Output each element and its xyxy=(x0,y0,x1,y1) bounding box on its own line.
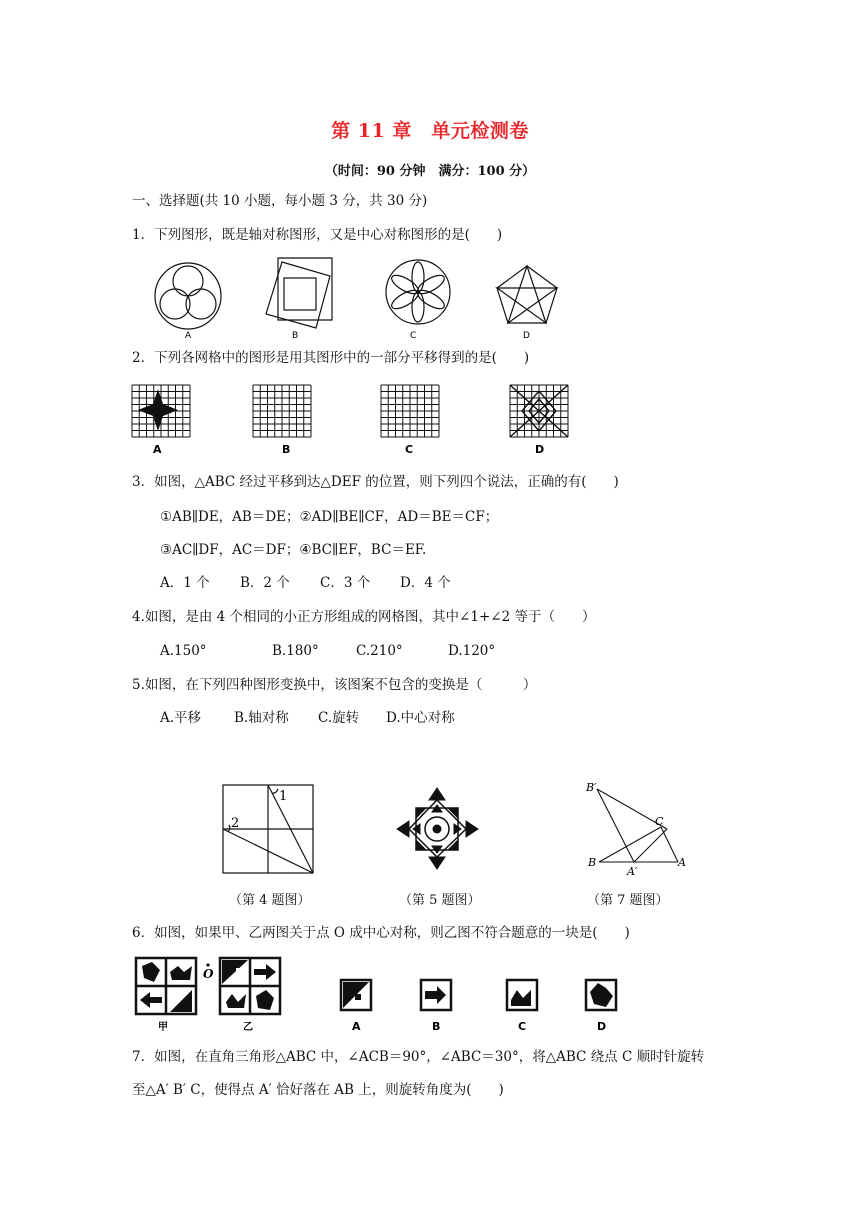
fig7-a: A xyxy=(678,856,686,869)
q6-label-a: A xyxy=(352,1020,361,1033)
fig7-c: C xyxy=(655,815,664,828)
q2-label-c: C xyxy=(405,443,414,456)
page-subtitle: （时间：90 分钟 满分：100 分） xyxy=(324,164,536,179)
q7-line-1: 7．如图，在直角三角形△ABC 中，∠ACB＝90°，∠ABC＝30°，将△ABC 绕点 C 顺时针旋转 xyxy=(132,1049,705,1065)
q2-stem: 2．下列各网格中的图形是用其图形中的一部分平移得到的是( ) xyxy=(132,350,530,366)
fig7-b-prime: B′ xyxy=(586,781,597,794)
q3-option-d: D．4 个 xyxy=(400,575,451,591)
q7-line-2: 至△A′ B′ C，使得点 A′ 恰好落在 AB 上，则旋转角度为( ) xyxy=(132,1082,504,1098)
q2-label-a: A xyxy=(153,443,162,456)
q3-statement-2: ③AC∥DF，AC＝DF；④BC∥EF，BC＝EF. xyxy=(160,542,427,558)
q6-option-c-figure xyxy=(507,980,537,1010)
q6-option-a-figure xyxy=(341,980,371,1010)
q5-option-a: A.平移 xyxy=(160,710,202,726)
q5-option-d: D.中心对称 xyxy=(386,710,455,726)
q6-label-b: B xyxy=(432,1020,441,1033)
fig7-a-prime: A′ xyxy=(627,865,638,878)
q1-label-b: B xyxy=(292,331,299,341)
q1-label-a: A xyxy=(185,331,192,341)
q3-statement-1: ①AB∥DE，AB＝DE；②AD∥BE∥CF，AD＝BE＝CF； xyxy=(160,509,499,525)
q6-stem: 6．如图，如果甲、乙两图关于点 O 成中心对称，则乙图不符合题意的一块是( ) xyxy=(132,925,630,941)
page-title: 第 11 章 单元检测卷 xyxy=(331,120,529,142)
q5-option-c: C.旋转 xyxy=(318,710,360,726)
q1-label-d: D xyxy=(523,331,530,341)
q6-jia-label: 甲 xyxy=(158,1022,168,1033)
q6-yi-label: 乙 xyxy=(243,1022,253,1033)
q5-stem: 5.如图，在下列四种图形变换中，该图案不包含的变换是（ ） xyxy=(132,677,537,693)
caption-fig7: （第 7 题图） xyxy=(587,893,669,908)
q4-option-b: B.180° xyxy=(272,643,319,659)
q6-option-b-figure xyxy=(421,980,451,1010)
fig4-angle-2: 2 xyxy=(231,816,240,831)
q6-option-d-figure xyxy=(586,980,616,1010)
q4-option-d: D.120° xyxy=(448,643,496,659)
q3-stem: 3．如图，△ABC 经过平移到达△DEF 的位置，则下列四个说法，正确的有( ) xyxy=(132,474,619,490)
q5-option-b: B.轴对称 xyxy=(234,710,289,726)
q6-label-c: C xyxy=(518,1020,527,1033)
q6-label-d: D xyxy=(597,1020,607,1033)
q3-option-a: A．1 个 xyxy=(160,575,210,591)
q2-label-d: D xyxy=(535,443,545,456)
q3-option-c: C．3 个 xyxy=(320,575,371,591)
caption-fig4: （第 4 题图） xyxy=(229,893,311,908)
fig7-b: B xyxy=(588,856,597,869)
q4-stem: 4.如图，是由 4 个相同的小正方形组成的网格图，其中∠1+∠2 等于（ ） xyxy=(132,609,596,625)
q4-option-c: C.210° xyxy=(356,643,403,659)
fig4-angle-1: 1 xyxy=(279,789,288,804)
q1-label-c: C xyxy=(410,331,417,341)
section-heading: 一、选择题(共 10 小题，每小题 3 分，共 30 分) xyxy=(132,193,428,209)
caption-fig5: （第 5 题图） xyxy=(399,893,481,908)
q3-option-b: B．2 个 xyxy=(240,575,290,591)
q4-option-a: A.150° xyxy=(160,643,207,659)
q2-label-b: B xyxy=(282,443,291,456)
q1-stem: 1．下列图形，既是轴对称图形，又是中心对称图形的是( ) xyxy=(132,227,503,243)
q6-point-o: O xyxy=(203,967,214,981)
